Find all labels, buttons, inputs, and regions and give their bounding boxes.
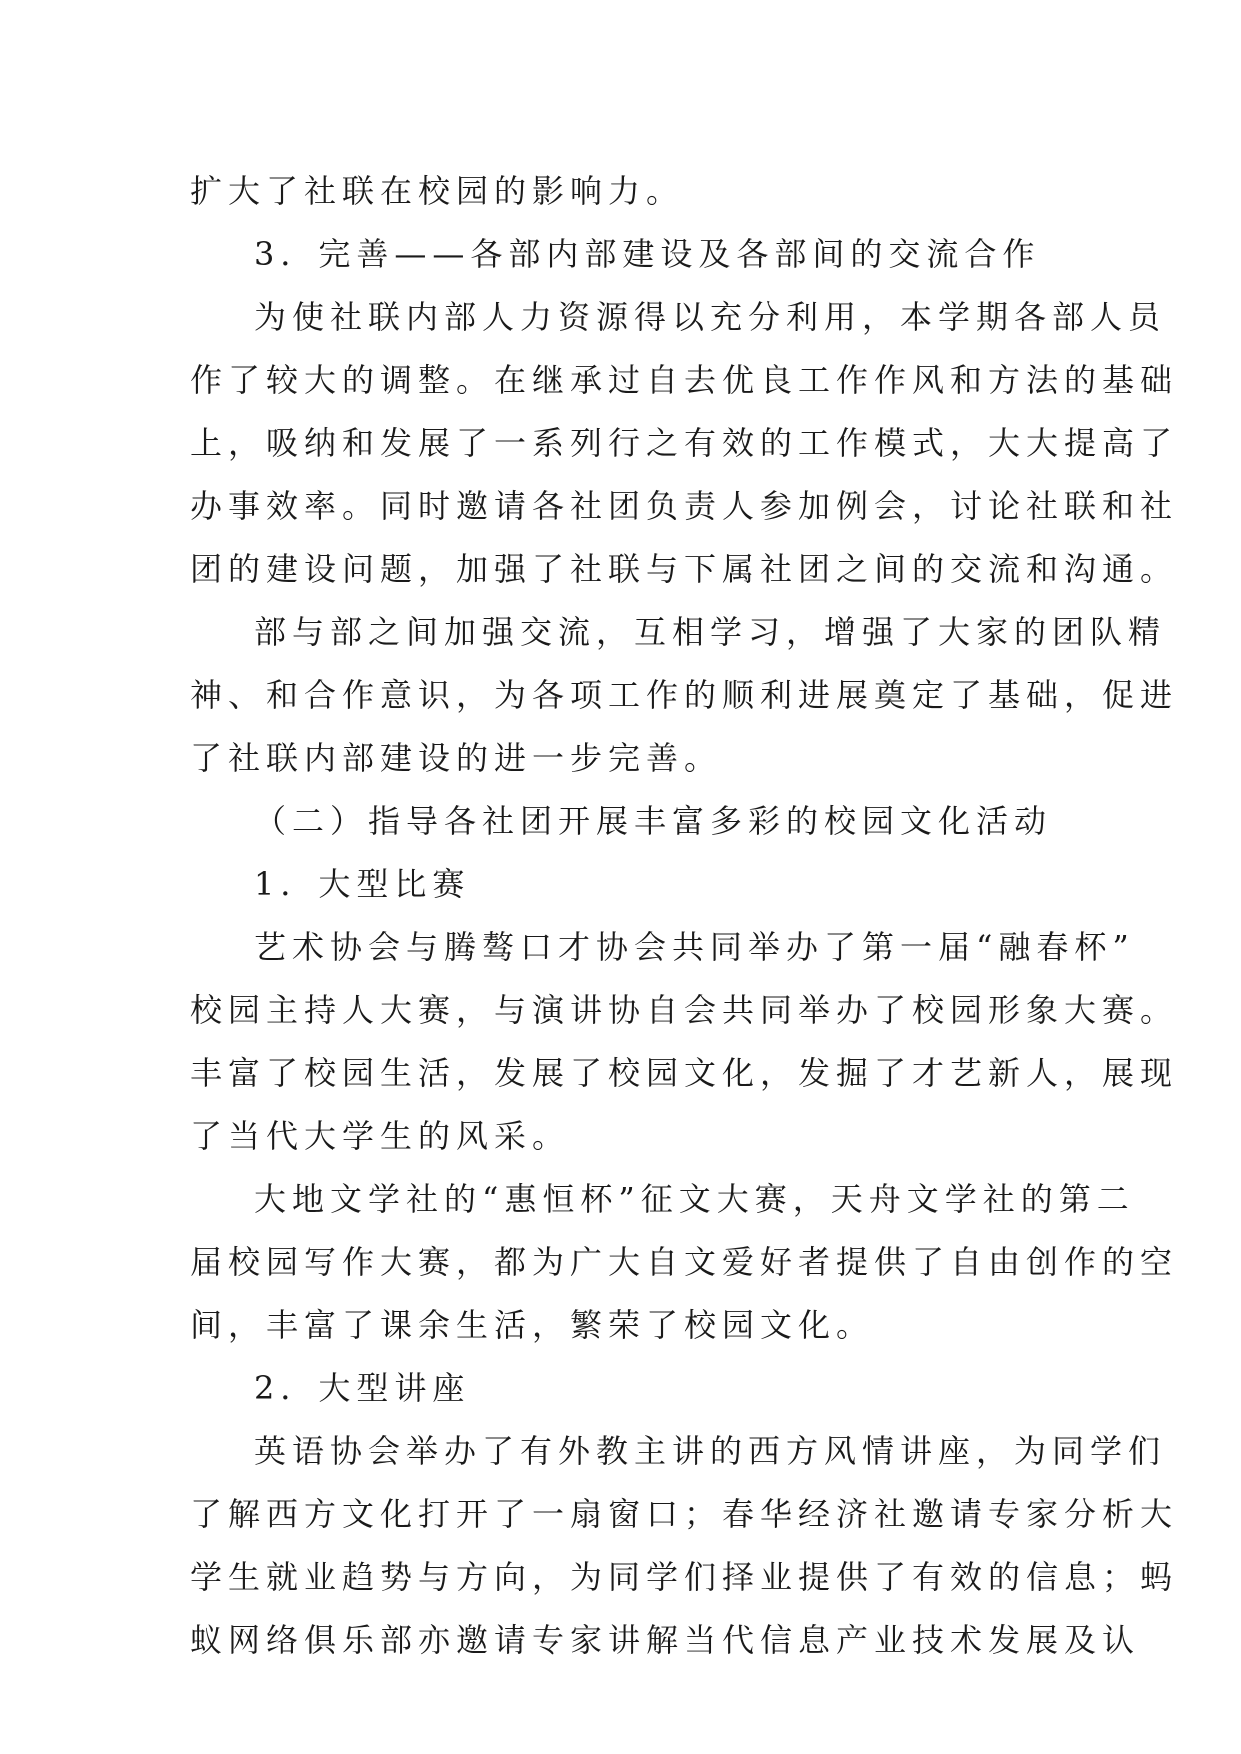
text-line: 英语协会举办了有外教主讲的西方风情讲座，为同学们 bbox=[254, 1432, 1167, 1470]
text-line: 艺术协会与腾骜口才协会共同举办了第一届“融春杯” bbox=[254, 928, 1135, 966]
text-line: 团的建设问题，加强了社联与下属社团之间的交流和沟通。 bbox=[190, 550, 1179, 588]
section-heading: （二）指导各社团开展丰富多彩的校园文化活动 bbox=[254, 802, 1053, 840]
document-body bbox=[190, 160, 1179, 1672]
text-line: 为使社联内部人力资源得以充分利用，本学期各部人员 bbox=[254, 298, 1167, 336]
text-line: 办事效率。同时邀请各社团负责人参加例会，讨论社联和社 bbox=[190, 487, 1179, 525]
text-line: 部与部之间加强交流，互相学习，增强了大家的团队精 bbox=[254, 613, 1167, 651]
text-line: 了解西方文化打开了一扇窗口；春华经济社邀请专家分析大 bbox=[190, 1495, 1179, 1533]
text-line: 作了较大的调整。在继承过自去优良工作作风和方法的基础 bbox=[190, 361, 1179, 399]
text-line: 了当代大学生的风采。 bbox=[190, 1117, 571, 1155]
text-line: 学生就业趋势与方向，为同学们择业提供了有效的信息；蚂 bbox=[190, 1558, 1179, 1596]
text-line: 神、和合作意识，为各项工作的顺利进展奠定了基础，促进 bbox=[190, 676, 1179, 714]
text-line: 上，吸纳和发展了一系列行之有效的工作模式，大大提高了 bbox=[190, 424, 1179, 462]
text-line: 丰富了校园生活，发展了校园文化，发掘了才艺新人，展现 bbox=[190, 1054, 1179, 1092]
text-line: 间，丰富了课余生活，繁荣了校园文化。 bbox=[190, 1306, 875, 1344]
text-line: 大地文学社的“惠恒杯”征文大赛，天舟文学社的第二 bbox=[254, 1180, 1135, 1218]
text-line: 扩大了社联在校园的影响力。 bbox=[190, 172, 685, 210]
text-line: 校园主持人大赛，与演讲协自会共同举办了校园形象大赛。 bbox=[190, 991, 1179, 1029]
subsection-heading: 1．大型比赛 bbox=[254, 865, 471, 903]
section-heading: 3．完善——各部内部建设及各部间的交流合作 bbox=[254, 235, 1041, 273]
text-line: 届校园写作大赛，都为广大自文爱好者提供了自由创作的空 bbox=[190, 1243, 1179, 1281]
text-line: 蚁网络俱乐部亦邀请专家讲解当代信息产业技术发展及认 bbox=[190, 1621, 1141, 1659]
subsection-heading: 2．大型讲座 bbox=[254, 1369, 471, 1407]
text-line: 了社联内部建设的进一步完善。 bbox=[190, 739, 723, 777]
